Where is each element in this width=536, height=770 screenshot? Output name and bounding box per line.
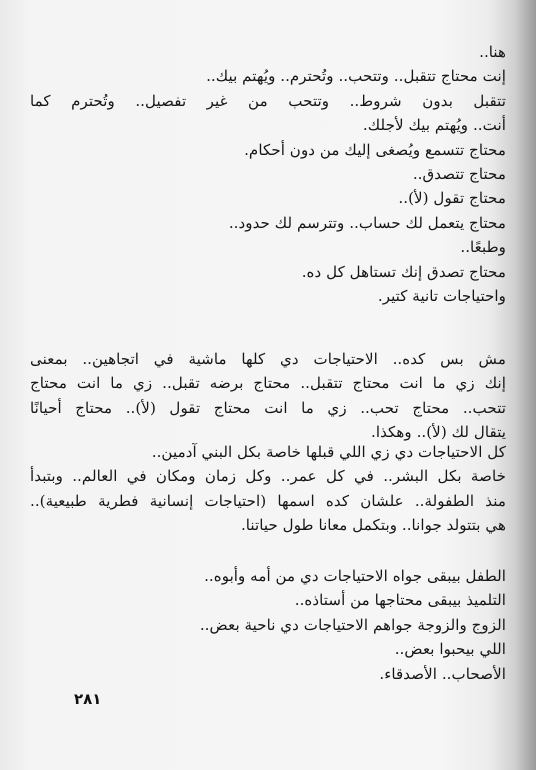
text-line: يتقال لك (لأ).. وهكذا. [371, 423, 506, 442]
text-line: محتاج تتسمع ويُصغى إليك من دون أحكام. [244, 140, 506, 159]
text-line: الأصحاب.. الأصدقاء. [379, 664, 506, 683]
text-line: الزوج والزوجة جواهم الاحتياجات دي ناحية بعض.. [199, 615, 506, 634]
text-line: تتحب.. محتاج تحب.. زي ما انت محتاج تقول (لأ).. محتاج أحيانًا [30, 398, 506, 417]
text-line: أنت.. ويُهتم بيك لأجلك. [362, 116, 506, 135]
paragraph-needs-list [30, 40, 506, 308]
page-number: ٢٨١ [74, 690, 102, 708]
text-line: مش بس كده.. الاحتياجات دي كلها ماشية في اتجاهين.. بمعنى [30, 350, 506, 368]
text-line: واحتياجات تانية كتير. [377, 286, 506, 305]
text-line: إنك زي ما انت محتاج تتقبل.. محتاج برضه تقبل.. زي ما انت محتاج [30, 374, 506, 393]
text-line: خاصة بكل البشر.. في كل عمر.. وكل زمان ومكان في العالم.. وبتبدأ [30, 467, 506, 486]
text-line: محتاج يتعمل لك حساب.. وتترسم لك حدود.. [228, 213, 506, 232]
text-line: تتقبل بدون شروط.. وتتحب من غير تفصيل.. وتُحترم كما [30, 91, 506, 110]
text-line: محتاج تتصدق.. [412, 164, 506, 183]
text-line: هي بتتولد جوانا.. وبتكمل معانا طول حياتنا. [240, 516, 506, 535]
text-line: منذ الطفولة.. علشان كده اسمها (احتياجات إنسانية فطرية طبيعية).. [30, 491, 506, 510]
paragraph-two-directions [30, 347, 506, 445]
paragraph-human-needs [30, 440, 506, 538]
text-line: التلميذ بيبقى محتاجها من أستاذه.. [294, 591, 506, 610]
text-line: إنت محتاج تتقبل.. وتتحب.. وتُحترم.. ويُهتم بيك.. [206, 67, 506, 86]
paragraph-examples [30, 564, 506, 686]
text-line: وطبعًا.. [460, 238, 506, 257]
text-line: كل الاحتياجات دي زي اللي قبلها خاصة بكل البني آدمين.. [151, 443, 506, 461]
text-line: محتاج تصدق إنك تستاهل كل ده. [301, 262, 506, 281]
text-line: محتاج تقول (لأ).. [398, 189, 506, 208]
text-line: الطفل بيبقى جواه الاحتياجات دي من أمه وأبوه.. [204, 567, 506, 585]
text-line: اللي بيحبوا بعض.. [394, 640, 506, 659]
text-line: هنا.. [479, 43, 506, 61]
